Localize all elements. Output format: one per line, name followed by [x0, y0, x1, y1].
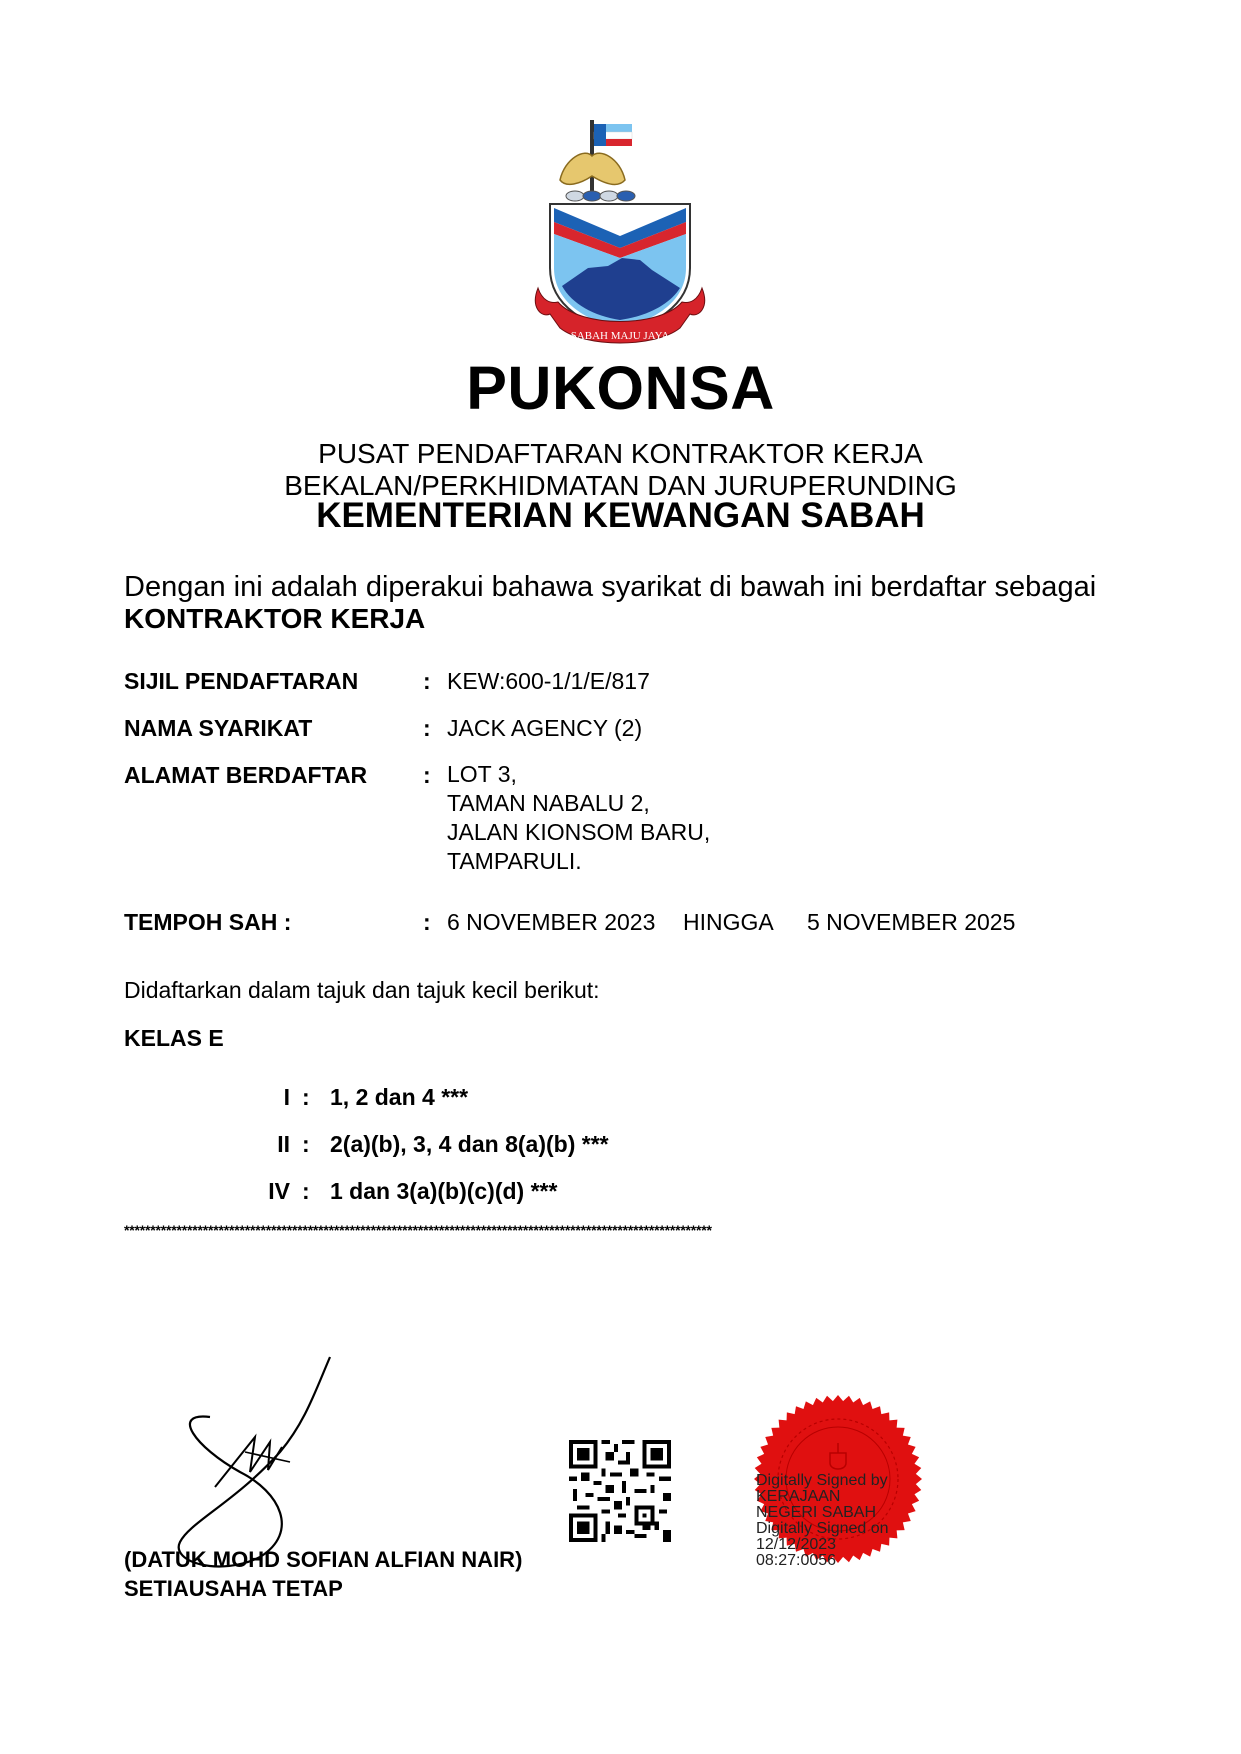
- address-line: TAMAN NABALU 2,: [447, 790, 650, 816]
- validity-to: 5 NOVEMBER 2025: [807, 909, 1016, 935]
- ministry-name: KEMENTERIAN KEWANGAN SABAH: [316, 496, 925, 535]
- qr-code[interactable]: [569, 1440, 671, 1542]
- colon: :: [423, 715, 431, 741]
- address-line: JALAN KIONSOM BARU,: [447, 819, 711, 845]
- signatory-position: SETIAUSAHA TETAP: [124, 1576, 343, 1601]
- separator-line: ****************************************************************************************************************: [124, 1223, 712, 1237]
- class-item-number: I: [283, 1084, 290, 1110]
- signatory-name: (DATUK MOHD SOFIAN ALFIAN NAIR): [124, 1547, 523, 1572]
- address-line: LOT 3,: [447, 761, 517, 787]
- colon: :: [423, 909, 431, 935]
- class-item-value: 2(a)(b), 3, 4 dan 8(a)(b) ***: [330, 1131, 609, 1157]
- validity-separator: HINGGA: [683, 909, 774, 935]
- digital-signature-line: KERAJAAN: [756, 1488, 841, 1505]
- registration-value: KEW:600-1/1/E/817: [447, 668, 650, 694]
- colon: :: [423, 668, 431, 694]
- colon: :: [423, 762, 431, 788]
- colon: :: [302, 1131, 310, 1157]
- certification-statement: Dengan ini adalah diperakui bahawa syarikat di bawah ini berdaftar sebagai: [124, 571, 1097, 603]
- class-item-number: II: [277, 1131, 290, 1157]
- page-title: PUKONSA: [466, 354, 775, 422]
- crest-motto: SABAH MAJU JAYA: [570, 330, 670, 342]
- contractor-category: KONTRAKTOR KERJA: [124, 603, 426, 634]
- digital-signature-line: 12/12/2023: [756, 1536, 837, 1553]
- company-label: NAMA SYARIKAT: [124, 715, 313, 741]
- address-block: [447, 760, 710, 876]
- address-label: ALAMAT BERDAFTAR: [124, 762, 368, 788]
- digital-signature-line: NEGERI SABAH: [756, 1504, 877, 1521]
- subtitle-line-1: PUSAT PENDAFTARAN KONTRAKTOR KERJA: [318, 438, 923, 469]
- class-label: KELAS E: [124, 1025, 224, 1051]
- digital-signature-line: Digitally Signed by: [756, 1472, 888, 1489]
- registration-label: SIJIL PENDAFTARAN: [124, 668, 359, 694]
- colon: :: [302, 1178, 310, 1204]
- validity-from: 6 NOVEMBER 2023: [447, 909, 656, 935]
- address-line: TAMPARULI.: [447, 848, 582, 874]
- digital-signature-line: Digitally Signed on: [756, 1520, 889, 1537]
- sabah-crest-logo: [530, 118, 710, 354]
- subtitle-line-2: BEKALAN/PERKHIDMATAN DAN JURUPERUNDING: [284, 470, 957, 501]
- colon: :: [302, 1084, 310, 1110]
- class-item-number: IV: [268, 1178, 290, 1204]
- classification-intro: Didaftarkan dalam tajuk dan tajuk kecil berikut:: [124, 977, 600, 1003]
- digital-signature-line: 08:27:0056: [756, 1552, 837, 1569]
- validity-label: TEMPOH SAH :: [124, 909, 292, 935]
- class-item-value: 1 dan 3(a)(b)(c)(d) ***: [330, 1178, 558, 1204]
- class-item-value: 1, 2 dan 4 ***: [330, 1084, 469, 1110]
- company-value: JACK AGENCY (2): [447, 715, 643, 741]
- digital-signature-text: [756, 1473, 889, 1569]
